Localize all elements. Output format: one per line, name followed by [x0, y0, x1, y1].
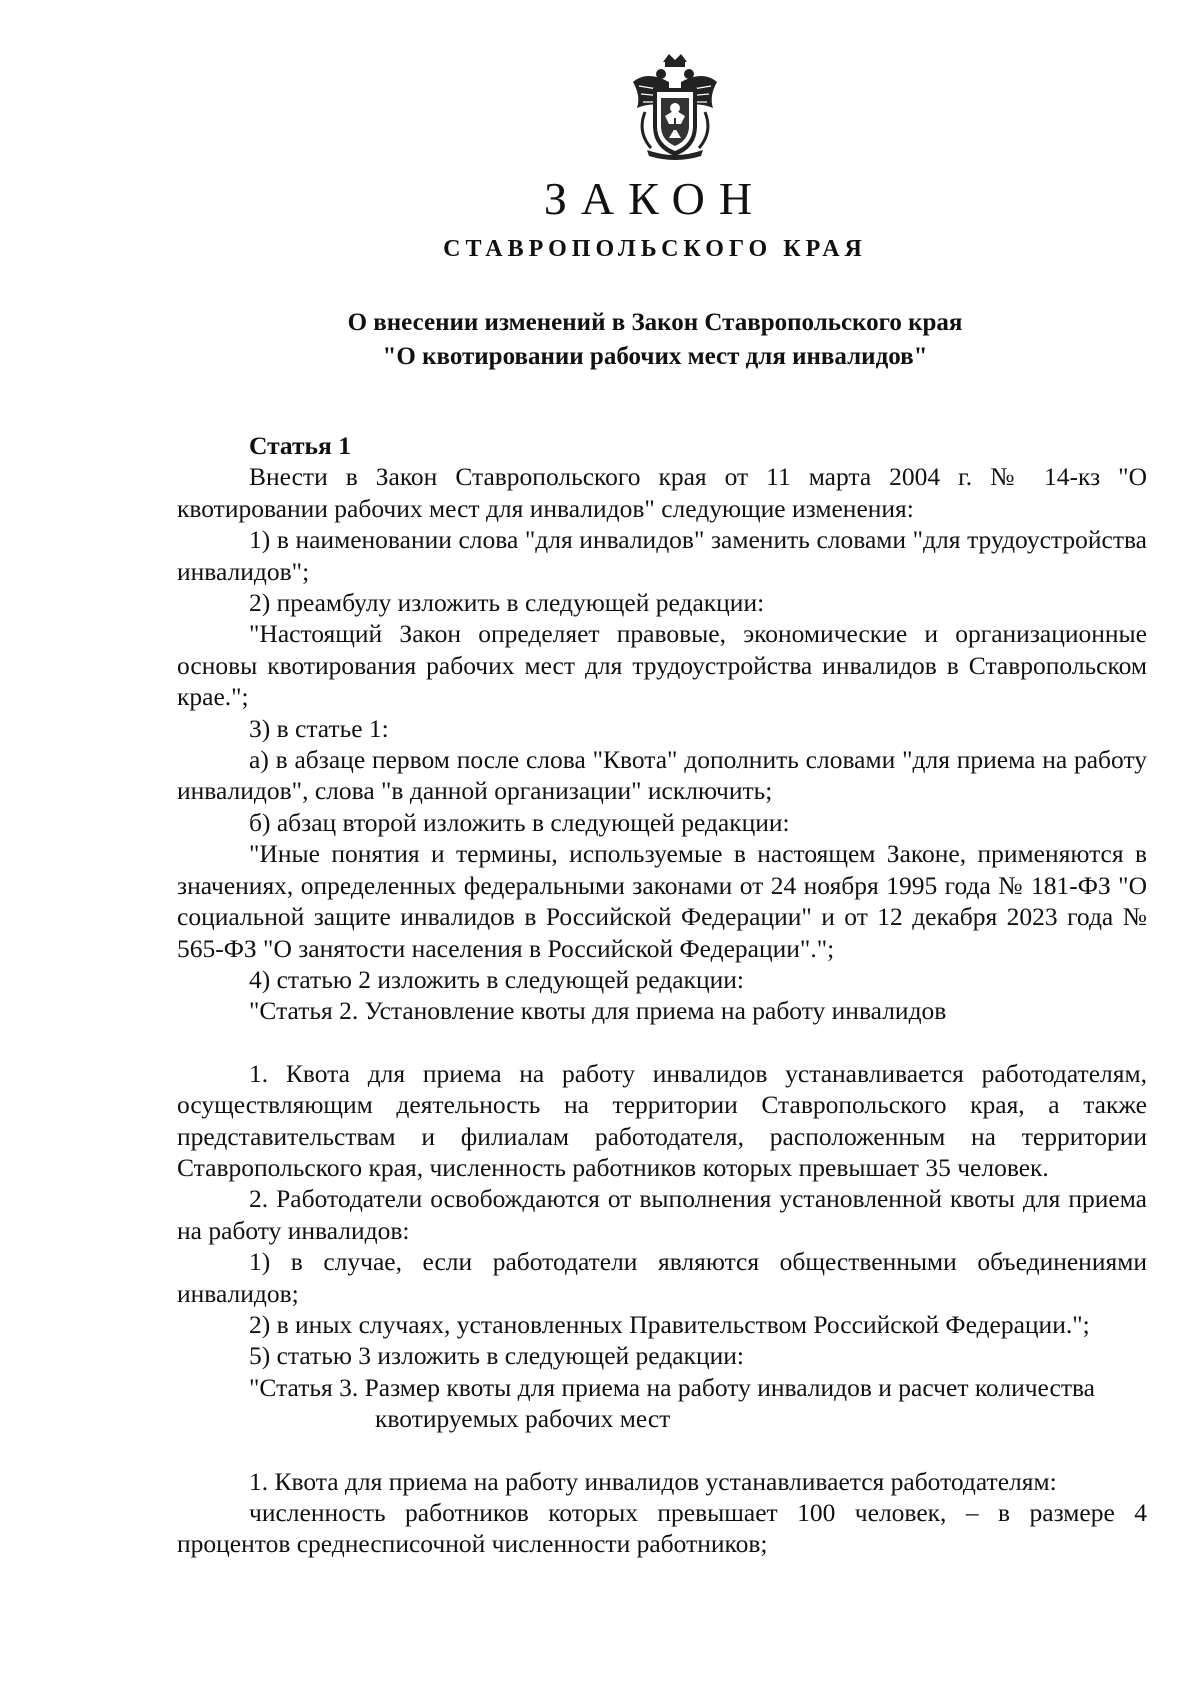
law-title: ЗАКОН [543, 173, 767, 224]
spacer [177, 1027, 1147, 1058]
paragraph: Внести в Закон Ставропольского края от 11 марта 2004 г. № 14-кз "О квотировании рабочих мест для инвалидов" следующие изменения: [177, 462, 1147, 523]
paragraph: 1) в наименовании слова "для инвалидов" заменить словами "для трудоустройства инвалидов"; [177, 525, 1147, 586]
paragraph: "Настоящий Закон определяет правовые, экономические и организационные основы квотирования рабочих мест для трудоустройства инвалидов в Ставропольском крае."; [177, 619, 1147, 712]
article-1 [177, 430, 1147, 1560]
paragraph: 1) в случае, если работодатели являются общественными объединениями инвалидов; [177, 1247, 1147, 1308]
paragraph: а) в абзаце первом после слова "Квота" дополнить словами "для приема на работу инвалидов", слова "в данной организации" исключить; [177, 745, 1147, 806]
paragraph: б) абзац второй изложить в следующей редакции: [249, 807, 790, 837]
paragraph: 2) преамбулу изложить в следующей редакции: [249, 588, 765, 618]
paragraph: 2. Работодатели освобождаются от выполнения установленной квоты для приема на работу инвалидов: [177, 1184, 1147, 1245]
law-region: СТАВРОПОЛЬСКОГО КРАЯ [443, 236, 867, 262]
paragraph: численность работников которых превышает 100 человек, – в размере 4 процентов среднесписочной численности работников; [177, 1498, 1147, 1559]
law-subject-line: "О квотировании рабочих мест для инвалидов" [382, 343, 928, 370]
paragraph: 5) статью 3 изложить в следующей редакции: [249, 1341, 744, 1371]
law-subject [0, 306, 1200, 374]
paragraph: 4) статью 2 изложить в следующей редакции: [249, 964, 744, 994]
paragraph: 3) в статье 1: [249, 713, 389, 743]
paragraph: 1. Квота для приема на работу инвалидов устанавливается работодателям, осуществляющим деятельность на территории Ставропольского края, а также представительствам и филиалам работодателя, расположенным на территории Ставропольского края, численность работников которых превышает 35 человек. [177, 1058, 1147, 1182]
paragraph: 1. Квота для приема на работу инвалидов устанавливается работодателям: [249, 1466, 1057, 1496]
paragraph: "Статья 2. Установление квоты для приема на работу инвалидов [249, 996, 947, 1026]
article-heading: Статья 1 [249, 431, 351, 460]
law-subject-line: О внесении изменений в Закон Ставропольского края [347, 309, 963, 336]
spacer [177, 1435, 1147, 1466]
paragraph: "Иные понятия и термины, используемые в настоящем Законе, применяются в значениях, определенных федеральными законами от 24 ноября 1995 года № 181-ФЗ "О социальной защите инвалидов в Российской Федерации" и от 12 декабря 2023 года № 565-ФЗ "О занятости населения в Российской Федерации"."; [177, 839, 1147, 963]
stavropol-coat-of-arms-icon [625, 52, 725, 160]
paragraph: 2) в иных случаях, установленных Правительством Российской Федерации."; [249, 1309, 1090, 1339]
paragraph [177, 1372, 1147, 1435]
article-subheading: "Статья 3. Размер квоты для приема на работу инвалидов и расчет количества квотируемых рабочих мест [249, 1372, 1095, 1434]
